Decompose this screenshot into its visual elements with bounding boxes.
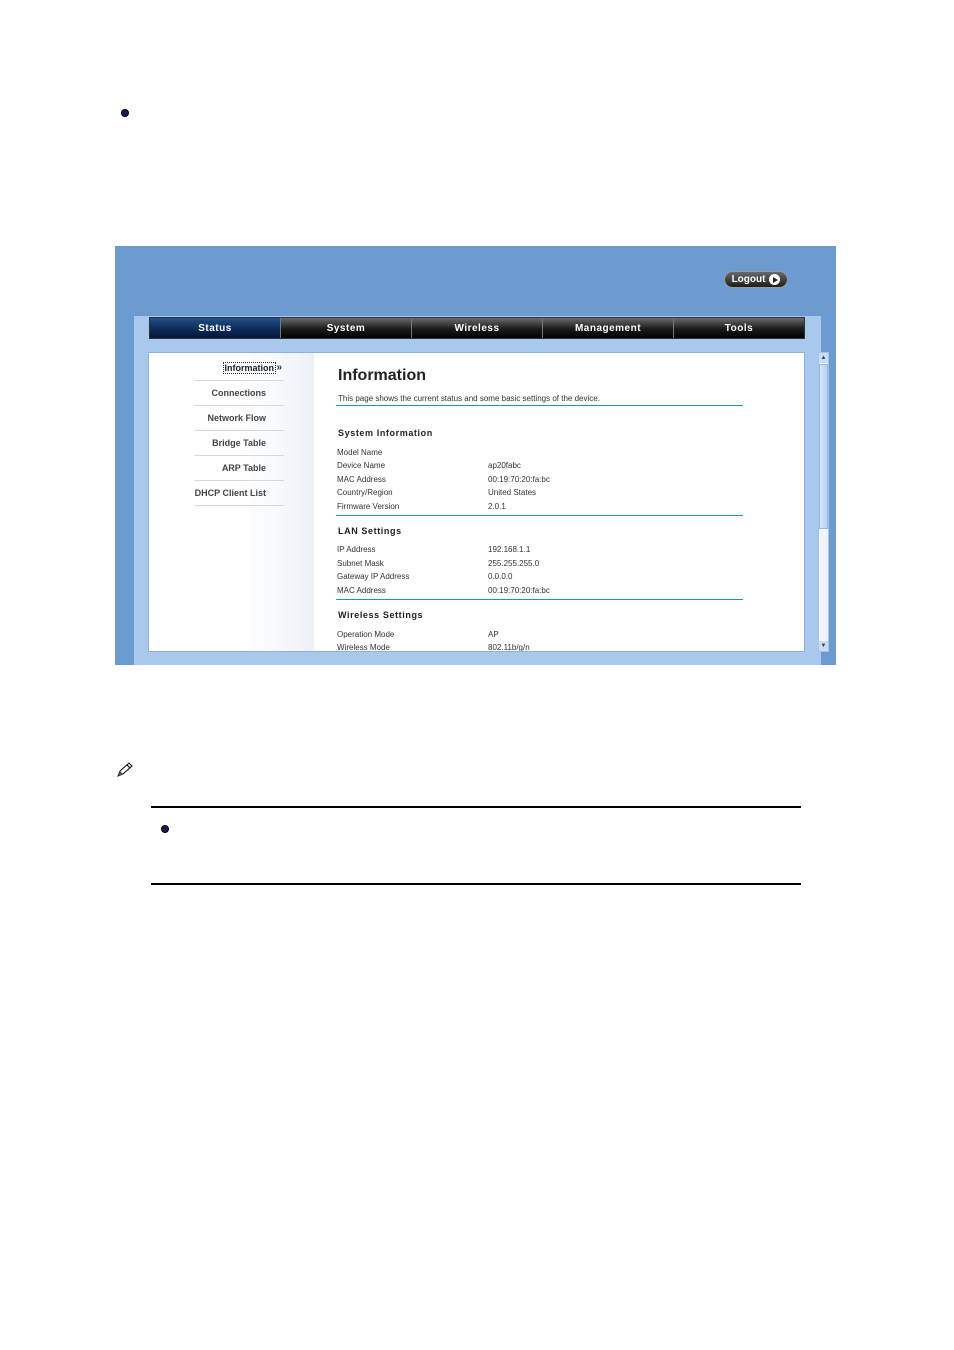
- tab-management[interactable]: Management: [543, 318, 674, 338]
- row-label: Gateway IP Address: [337, 572, 410, 581]
- scrollbar-thumb[interactable]: [819, 364, 828, 529]
- info-row: [337, 475, 737, 488]
- row-label: Subnet Mask: [337, 559, 384, 568]
- info-row: [337, 630, 737, 643]
- tab-status[interactable]: Status: [150, 318, 281, 338]
- info-row: [337, 488, 737, 501]
- device-web-ui-screenshot: [115, 246, 836, 665]
- row-value: 192.168.1.1: [488, 545, 531, 554]
- row-value: ap20fabc: [488, 461, 521, 470]
- row-label: Model Name: [337, 448, 383, 457]
- sidebar-item-network-flow[interactable]: [194, 405, 284, 431]
- scroll-up-arrow-icon[interactable]: ▲: [820, 355, 827, 361]
- info-row: [337, 461, 737, 474]
- page-description: This page shows the current status and some basic settings of the device.: [338, 394, 600, 403]
- info-row: [337, 559, 737, 572]
- bullet-icon: [161, 825, 169, 833]
- row-label: Firmware Version: [337, 502, 400, 511]
- logout-label: Logout: [731, 274, 766, 285]
- section-heading-wireless-settings: Wireless Settings: [338, 610, 424, 620]
- page-title: Information: [338, 367, 426, 384]
- note-top-rule: [151, 806, 801, 808]
- sidebar-item-bridge-table[interactable]: [194, 430, 284, 456]
- scroll-down-arrow-icon[interactable]: ▼: [820, 643, 827, 649]
- section-heading-lan-settings: LAN Settings: [338, 526, 402, 536]
- double-chevron-right-icon: »: [276, 362, 282, 373]
- logout-button[interactable]: [724, 271, 788, 288]
- section-divider: [336, 515, 743, 516]
- bullet-icon: [121, 109, 129, 117]
- row-label: IP Address: [337, 545, 376, 554]
- sidebar-item-dhcp-client-list[interactable]: [194, 480, 284, 506]
- section-divider: [336, 599, 743, 600]
- row-value: 802.11b/g/n: [488, 643, 530, 652]
- sidebar-item-label: Connections: [211, 387, 266, 398]
- row-value: 255.255.255.0: [488, 559, 540, 568]
- row-value: 0.0.0.0: [488, 572, 513, 581]
- row-label: Device Name: [337, 461, 386, 470]
- info-row: [337, 572, 737, 585]
- row-label: Country/Region: [337, 488, 393, 497]
- sidebar-item-label: ARP Table: [221, 462, 266, 473]
- note-bottom-rule: [151, 883, 801, 885]
- sidebar-item-label: Information: [224, 362, 274, 373]
- row-label: Wireless Mode: [337, 643, 390, 652]
- row-value: United States: [488, 488, 537, 497]
- sidebar-item-connections[interactable]: [194, 380, 284, 406]
- sidebar-item-label: Bridge Table: [212, 437, 266, 448]
- sidebar: [149, 353, 314, 652]
- row-value: 00:19:70:20:fa:bc: [488, 586, 550, 595]
- row-value: 2.0.1: [488, 502, 506, 511]
- row-label: MAC Address: [337, 475, 386, 484]
- tab-wireless[interactable]: Wireless: [412, 318, 543, 338]
- info-row: [337, 586, 737, 599]
- section-divider: [336, 405, 743, 406]
- info-row: [337, 448, 737, 461]
- tab-system[interactable]: System: [281, 318, 412, 338]
- pencil-icon: [116, 762, 134, 778]
- main-content: [335, 353, 755, 652]
- info-row: [337, 643, 737, 652]
- sidebar-item-label: DHCP Client List: [194, 487, 266, 498]
- row-label: Operation Mode: [337, 630, 395, 639]
- main-nav-bar: [149, 317, 805, 339]
- row-value: 00:19:70:20:fa:bc: [488, 475, 550, 484]
- content-area: [148, 352, 805, 652]
- sidebar-item-information[interactable]: [194, 355, 284, 381]
- play-arrow-icon: [769, 274, 780, 285]
- vertical-scrollbar[interactable]: [818, 352, 829, 652]
- row-value: AP: [488, 630, 499, 639]
- tab-tools[interactable]: Tools: [724, 322, 754, 334]
- sidebar-item-label: Network Flow: [207, 412, 266, 423]
- section-heading-system-information: System Information: [338, 428, 433, 438]
- info-row: [337, 502, 737, 515]
- info-row: [337, 545, 737, 558]
- sidebar-item-arp-table[interactable]: [194, 455, 284, 481]
- row-label: MAC Address: [337, 586, 386, 595]
